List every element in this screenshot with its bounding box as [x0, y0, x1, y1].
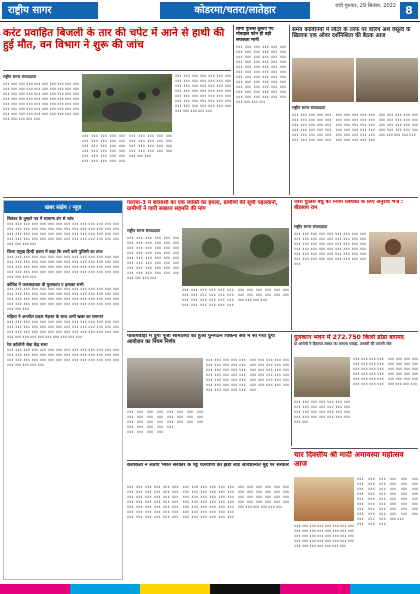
landscape-photo: [182, 228, 289, 286]
color-swatch: [140, 584, 210, 594]
top-right-byline: राष्ट्रीय सागर संवाददाता: [292, 105, 326, 110]
divider: [127, 331, 418, 332]
lower-left-text: ॥॥॥ ॥॥॥ ॥॥॥ ॥॥॥ ॥॥॥ ॥॥॥ ॥॥॥ ॥॥॥ ॥॥॥ ॥॥॥ ॥॥॥ ॥॥॥ ॥॥॥ ॥॥॥ ॥॥॥ ॥॥॥ ॥॥॥ ॥॥॥ ॥॥॥ ॥॥॥ ॥॥॥ ॥॥॥ ॥॥॥ ॥॥॥ ॥॥॥ ॥॥॥ ॥॥॥ ॥॥॥ ॥॥॥ ॥॥॥ ॥॥॥ ॥॥॥ ॥॥॥ ॥॥॥ ॥॥॥ ॥॥॥ ॥॥॥ ॥॥॥ ॥॥॥ ॥॥॥ ॥॥॥ ॥॥॥ ॥॥॥ ॥॥॥ ॥॥॥ ॥॥॥ ॥॥॥ ॥॥॥ ॥॥॥ ॥॥॥ ॥॥॥ ॥॥॥ ॥॥॥ ॥॥॥ ॥॥॥ ॥॥॥ ॥॥॥ ॥॥॥ ॥॥॥ ॥॥॥ ॥॥॥ ॥॥॥ ॥॥॥ ॥॥॥ ॥॥॥ ॥॥॥: [206, 358, 289, 392]
lead-headline: करंट प्रवाहित बिजली के तार की चपेट में आने से हाथी की हुई मौत, वन विभाग ने शुरू की जांच: [3, 27, 225, 52]
right-body: [294, 224, 418, 330]
lower-right-body: [353, 357, 418, 445]
river-photo: [182, 228, 289, 286]
lead-body: [3, 74, 79, 194]
portrait-photo: [369, 232, 417, 274]
lead-photo: [82, 74, 172, 132]
news-brief-title: खबर संक्षेप / न्यूज़: [4, 201, 122, 213]
lead-body-3: [175, 74, 231, 194]
bottom-right-headline: चार दिवसीय श्री मार्दी अमावस्या महोत्सव आज: [294, 451, 404, 468]
person-photo: [369, 232, 417, 274]
lead-byline: राष्ट्रीय सागर संवाददाता: [3, 74, 37, 79]
masthead: [0, 0, 420, 22]
bottom-right-story: [294, 451, 418, 475]
newspaper-brand: राष्ट्रीय सागर: [2, 2, 98, 19]
brief-item-4: महिला ने अश्लील प्रकार मेहनत के साथ अभी खबर का समापन: [7, 314, 104, 320]
divider: [3, 197, 418, 198]
brief-text: ॥॥॥ ॥॥॥ ॥॥॥ ॥॥॥ ॥॥॥ ॥॥॥ ॥॥॥ ॥॥॥ ॥॥॥ ॥॥॥ ॥॥॥ ॥॥॥ ॥॥॥ ॥॥॥ ॥॥॥ ॥॥॥ ॥॥॥ ॥॥॥ ॥॥॥ ॥॥॥ ॥॥॥ ॥॥॥ ॥॥॥ ॥॥॥ ॥॥॥ ॥॥॥ ॥॥॥ ॥॥॥ ॥॥॥ ॥॥॥ ॥॥॥ ॥॥॥ ॥॥॥ ॥॥॥ ॥॥॥ ॥॥॥ ॥॥॥ ॥॥॥ ॥॥॥ ॥॥॥ ॥॥॥ ॥॥॥ ॥॥॥ ॥॥॥ ॥॥॥ ॥॥॥ ॥॥॥ ॥॥॥ ॥॥॥ ॥॥॥ ॥॥॥ ॥॥॥: [7, 320, 119, 340]
brief-text: ॥॥॥ ॥॥॥ ॥॥॥ ॥॥॥ ॥॥॥ ॥॥॥ ॥॥॥ ॥॥॥ ॥॥॥ ॥॥॥ ॥॥॥ ॥॥॥ ॥॥॥ ॥॥॥ ॥॥॥ ॥॥॥ ॥॥॥ ॥॥॥ ॥॥॥ ॥॥॥ ॥॥॥ ॥॥॥ ॥॥॥ ॥॥॥ ॥॥॥ ॥॥॥ ॥॥॥ ॥॥॥ ॥॥॥ ॥॥॥ ॥॥॥ ॥॥॥ ॥॥॥ ॥॥॥ ॥॥॥ ॥॥॥ ॥॥॥ ॥॥॥ ॥॥॥ ॥॥॥ ॥॥॥ ॥॥॥ ॥॥॥ ॥॥॥ ॥॥॥ ॥॥॥ ॥॥॥ ॥॥॥ ॥॥॥ ॥॥॥ ॥॥॥ ॥॥॥ ॥॥॥ ॥॥॥ ॥॥॥ ॥॥॥ ॥॥॥ ॥॥॥ ॥॥॥: [7, 287, 119, 312]
lower-left-story: [127, 334, 289, 356]
lower-right-body-2: [294, 400, 350, 445]
divider: [289, 25, 290, 195]
mid-byline: राष्ट्रीय सागर संवाददाता: [127, 228, 161, 233]
right-headline: जारी पुलिस बंधु का नियम प्रबंधकों के लिए अनुरोध भेजे : बीडसाय राम: [294, 200, 404, 211]
top-right-story: [292, 27, 418, 57]
bottom-mid-story: [127, 463, 289, 483]
right-byline: राष्ट्रीय सागर संवाददाता: [294, 224, 328, 229]
right-story: [294, 200, 418, 222]
color-swatch: [280, 584, 350, 594]
color-swatch: [0, 584, 70, 594]
divider: [3, 70, 231, 71]
brief-text: ॥॥॥ ॥॥॥ ॥॥॥ ॥॥॥ ॥॥॥ ॥॥॥ ॥॥॥ ॥॥॥ ॥॥॥ ॥॥॥ ॥॥॥ ॥॥॥ ॥॥॥ ॥॥॥ ॥॥॥ ॥॥॥ ॥॥॥ ॥॥॥ ॥॥॥ ॥॥॥ ॥॥॥ ॥॥॥ ॥॥॥ ॥॥॥ ॥॥॥ ॥॥॥ ॥॥॥ ॥॥॥ ॥॥॥ ॥॥॥ ॥॥॥ ॥॥॥ ॥॥॥ ॥॥॥ ॥॥॥ ॥॥॥ ॥॥॥ ॥॥॥ ॥॥॥ ॥॥॥ ॥॥॥ ॥॥॥ ॥॥॥ ॥॥॥ ॥॥॥ ॥॥॥ ॥॥॥ ॥॥॥ ॥॥॥ ॥॥॥ ॥॥॥ ॥॥॥ ॥॥॥ ॥॥॥ ॥॥॥ ॥॥॥ ॥॥॥ ॥॥॥ ॥॥॥ ॥॥॥: [7, 254, 119, 279]
brief-item-1: सितंबर के तुम्हारे पत्र में सामान्य ढंग से जांच: [7, 216, 74, 221]
side-brief-headline: छिपा पुलिस बुलाए गए मोबाइल फोन ही बड़ी सफलता मानी: [236, 27, 274, 43]
bottom-right-body: [357, 477, 418, 581]
mid-body-1: [127, 228, 179, 328]
bottom-right-text: ॥॥॥ ॥॥॥ ॥॥॥ ॥॥॥ ॥॥॥ ॥॥॥ ॥॥॥ ॥॥॥ ॥॥॥ ॥॥॥ ॥॥॥ ॥॥॥ ॥॥॥ ॥॥॥ ॥॥॥ ॥॥॥ ॥॥॥ ॥॥॥ ॥॥॥ ॥॥॥ ॥॥॥ ॥॥॥ ॥॥॥ ॥॥॥ ॥॥॥ ॥॥॥ ॥॥॥ ॥॥॥ ॥॥॥ ॥॥॥ ॥॥॥ ॥॥॥ ॥॥॥ ॥॥॥ ॥॥॥ ॥॥॥ ॥॥॥ ॥॥॥ ॥॥॥ ॥॥॥ ॥॥॥ ॥॥॥ ॥॥॥ ॥॥॥ ॥॥॥ ॥॥॥ ॥॥॥ ॥॥॥ ॥॥॥ ॥॥॥ ॥॥॥ ॥॥॥ ॥॥॥ ॥॥॥ ॥॥॥ ॥॥॥: [357, 477, 418, 526]
bottom-mid-body: [127, 485, 289, 581]
lower-right-text: ॥॥॥ ॥॥॥ ॥॥॥ ॥॥॥ ॥॥॥ ॥॥॥ ॥॥॥ ॥॥॥ ॥॥॥ ॥॥॥ ॥॥॥ ॥॥॥ ॥॥॥ ॥॥॥ ॥॥॥ ॥॥॥ ॥॥॥ ॥॥॥ ॥॥॥ ॥॥॥ ॥॥॥ ॥॥॥ ॥॥॥ ॥॥॥ ॥॥॥ ॥॥॥ ॥॥॥ ॥॥॥ ॥॥॥ ॥॥॥ ॥॥॥ ॥॥॥ ॥॥॥ ॥॥॥ ॥॥॥ ॥॥॥ ॥॥॥ ॥॥॥ ॥॥॥ ॥॥॥ ॥॥॥ ॥॥॥ ॥॥॥ ॥॥॥ ॥॥॥ ॥॥॥ ॥॥॥ ॥॥॥: [353, 357, 418, 386]
elephant-crowd-photo: [82, 74, 172, 132]
divider: [291, 448, 418, 449]
side-brief: [236, 27, 286, 195]
lead-text: ॥॥॥ ॥॥॥ ॥॥॥ ॥॥॥ ॥॥॥ ॥॥॥ ॥॥॥ ॥॥॥ ॥॥॥ ॥॥॥ ॥॥॥ ॥॥॥ ॥॥॥ ॥॥॥ ॥॥॥ ॥॥॥ ॥॥॥ ॥॥॥ ॥॥॥ ॥॥॥ ॥॥॥ ॥॥॥ ॥॥॥ ॥॥॥ ॥॥॥ ॥॥॥ ॥॥॥ ॥॥॥ ॥॥॥ ॥॥॥ ॥॥॥ ॥॥॥ ॥॥॥ ॥॥॥ ॥॥॥ ॥॥॥ ॥॥॥ ॥॥॥ ॥॥॥ ॥॥॥ ॥॥॥ ॥॥॥ ॥॥॥ ॥॥॥ ॥॥॥ ॥॥॥ ॥॥॥ ॥॥॥ ॥॥॥ ॥॥॥ ॥॥॥ ॥॥॥ ॥॥॥ ॥॥॥ ॥॥॥ ॥॥॥ ॥॥॥ ॥॥॥ ॥॥॥ ॥॥॥ ॥॥॥ ॥॥॥ ॥॥॥ ॥॥॥ ॥॥॥ ॥॥॥ ॥॥॥ ॥॥॥ ॥॥॥ ॥॥॥ ॥॥॥ ॥॥॥ ॥॥॥ ॥॥॥ ॥॥॥: [3, 82, 79, 121]
lead-text-2: ॥॥॥ ॥॥॥ ॥॥॥ ॥॥॥ ॥॥॥ ॥॥॥ ॥॥॥ ॥॥॥ ॥॥॥ ॥॥॥ ॥॥॥ ॥॥॥ ॥॥॥ ॥॥॥ ॥॥॥ ॥॥॥ ॥॥॥ ॥॥॥ ॥॥॥ ॥॥॥ ॥॥॥ ॥॥॥ ॥॥॥ ॥॥॥ ॥॥॥ ॥॥॥ ॥॥॥ ॥॥॥ ॥॥॥ ॥॥॥ ॥॥॥ ॥॥॥ ॥॥॥ ॥॥॥ ॥॥॥ ॥॥॥ ॥॥॥ ॥॥॥ ॥॥॥ ॥॥॥ ॥॥॥ ॥॥॥ ॥॥॥ ॥॥॥ ॥॥॥ ॥॥॥ ॥॥॥ ॥॥॥ ॥॥॥ ॥॥॥ ॥॥॥ ॥॥॥ ॥॥॥: [82, 134, 172, 163]
lower-left-body: [206, 358, 289, 458]
brief-item-5: रेल कॉलोनी सेवा केंद्र सभा: [7, 342, 48, 348]
seizure-photo: [294, 357, 350, 397]
date-line: रांची गुरुवार, 29 सितंबर, 2022: [335, 3, 396, 9]
lead-body-2: [82, 134, 172, 194]
color-swatch: [210, 584, 280, 594]
color-swatch: [350, 584, 420, 594]
lead-text-3: ॥॥॥ ॥॥॥ ॥॥॥ ॥॥॥ ॥॥॥ ॥॥॥ ॥॥॥ ॥॥॥ ॥॥॥ ॥॥॥ ॥॥॥ ॥॥॥ ॥॥॥ ॥॥॥ ॥॥॥ ॥॥॥ ॥॥॥ ॥॥॥ ॥॥॥ ॥॥॥ ॥॥॥ ॥॥॥ ॥॥॥ ॥॥॥ ॥॥॥ ॥॥॥ ॥॥॥ ॥॥॥ ॥॥॥ ॥॥॥ ॥॥॥ ॥॥॥ ॥॥॥ ॥॥॥ ॥॥॥ ॥॥॥ ॥॥॥ ॥॥॥ ॥॥॥ ॥॥॥ ॥॥॥ ॥॥॥ ॥॥॥ ॥॥॥ ॥॥॥ ॥॥॥ ॥॥॥ ॥॥॥ ॥॥॥ ॥॥॥ ॥॥॥ ॥॥॥ ॥॥॥ ॥॥॥: [175, 74, 231, 113]
color-swatch: [70, 584, 140, 594]
bottom-mid-text: ॥॥॥ ॥॥॥ ॥॥॥ ॥॥॥ ॥॥॥ ॥॥॥ ॥॥॥ ॥॥॥ ॥॥॥ ॥॥॥ ॥॥॥ ॥॥॥ ॥॥॥ ॥॥॥ ॥॥॥ ॥॥॥ ॥॥॥ ॥॥॥ ॥॥॥ ॥॥॥ ॥॥॥ ॥॥॥ ॥॥॥ ॥॥॥ ॥॥॥ ॥॥॥ ॥॥॥ ॥॥॥ ॥॥॥ ॥॥॥ ॥॥॥ ॥॥॥ ॥॥॥ ॥॥॥ ॥॥॥ ॥॥॥ ॥॥॥ ॥॥॥ ॥॥॥ ॥॥॥ ॥॥॥ ॥॥॥ ॥॥॥ ॥॥॥ ॥॥॥ ॥॥॥ ॥॥॥ ॥॥॥ ॥॥॥ ॥॥॥ ॥॥॥ ॥॥॥ ॥॥॥ ॥॥॥ ॥॥॥ ॥॥॥ ॥॥॥ ॥॥॥ ॥॥॥ ॥॥॥ ॥॥॥ ॥॥॥ ॥॥॥ ॥॥॥ ॥॥॥ ॥॥॥ ॥॥॥ ॥॥॥ ॥॥॥ ॥॥॥ ॥॥॥ ॥॥॥ ॥॥॥ ॥॥॥ ॥॥॥ ॥॥॥ ॥॥॥ ॥॥॥ ॥॥॥ ॥॥॥ ॥॥॥ ॥॥॥ ॥॥॥ ॥॥॥ ॥॥॥ ॥॥॥ ॥॥॥ ॥॥॥ ॥॥॥ ॥॥॥ ॥॥॥ ॥॥॥ ॥॥॥ ॥॥॥ ॥॥॥ ॥॥॥ ॥॥॥ ॥॥॥ ॥॥॥ ॥॥॥ ॥॥॥ ॥॥॥ ॥॥॥ ॥॥॥ ॥॥॥ ॥॥॥ ॥॥॥ ॥॥॥ ॥॥॥ ॥॥॥ ॥॥॥ ॥॥॥ ॥॥॥ ॥॥॥: [127, 485, 289, 519]
bottom-right-text-2: ॥॥॥ ॥॥॥ ॥॥॥ ॥॥॥ ॥॥॥ ॥॥॥ ॥॥॥ ॥॥॥ ॥॥॥ ॥॥॥ ॥॥॥ ॥॥॥ ॥॥॥ ॥॥॥ ॥॥॥ ॥॥॥ ॥॥॥ ॥॥॥ ॥॥॥ ॥॥॥ ॥॥॥ ॥॥॥ ॥॥॥ ॥॥॥ ॥॥॥ ॥॥॥ ॥॥॥ ॥॥॥ ॥॥॥ ॥॥॥ ॥॥॥ ॥॥॥ ॥॥॥ ॥॥॥ ॥॥॥ ॥॥॥ ॥॥॥ ॥॥॥ ॥॥॥: [294, 524, 354, 548]
mid-headline: गलाचा-3 में बदमाशी का एक व्यक्ति का हमला, ग्रामीणों की सूची पहलवानों, ग्रामीणों ने जारी सख्यत्त सहमति की मांग: [127, 200, 278, 213]
section-title: कोडरमा/चतरा/लातेहार: [160, 2, 310, 19]
divider: [127, 460, 289, 461]
page-number: 8: [400, 2, 418, 19]
brief-text: ॥॥॥ ॥॥॥ ॥॥॥ ॥॥॥ ॥॥॥ ॥॥॥ ॥॥॥ ॥॥॥ ॥॥॥ ॥॥॥ ॥॥॥ ॥॥॥ ॥॥॥ ॥॥॥ ॥॥॥ ॥॥॥ ॥॥॥ ॥॥॥ ॥॥॥ ॥॥॥ ॥॥॥ ॥॥॥ ॥॥॥ ॥॥॥ ॥॥॥ ॥॥॥ ॥॥॥ ॥॥॥ ॥॥॥ ॥॥॥ ॥॥॥ ॥॥॥ ॥॥॥ ॥॥॥ ॥॥॥ ॥॥॥ ॥॥॥ ॥॥॥ ॥॥॥ ॥॥॥ ॥॥॥ ॥॥॥ ॥॥॥ ॥॥॥ ॥॥॥ ॥॥॥ ॥॥॥ ॥॥॥ ॥॥॥ ॥॥॥ ॥॥॥ ॥॥॥ ॥॥॥ ॥॥॥ ॥॥॥ ॥॥॥ ॥॥॥ ॥॥॥ ॥॥॥ ॥॥॥: [7, 221, 119, 246]
divider: [291, 334, 292, 446]
meeting-group-photo: [127, 358, 203, 408]
lead-story: [3, 27, 231, 69]
lower-left-headline: पार्वत्यवाड़ा में दुर्गा पूजा समितियों का हुआ पुनर्गठन चिकनी सर्व में सी गया दुर्गा आयोजन का नियम निर्णय: [127, 334, 275, 345]
brief-text: ॥॥॥ ॥॥॥ ॥॥॥ ॥॥॥ ॥॥॥ ॥॥॥ ॥॥॥ ॥॥॥ ॥॥॥ ॥॥॥ ॥॥॥ ॥॥॥ ॥॥॥ ॥॥॥ ॥॥॥ ॥॥॥ ॥॥॥ ॥॥॥ ॥॥॥ ॥॥॥ ॥॥॥ ॥॥॥ ॥॥॥ ॥॥॥ ॥॥॥ ॥॥॥ ॥॥॥ ॥॥॥ ॥॥॥ ॥॥॥ ॥॥॥ ॥॥॥ ॥॥॥ ॥॥॥ ॥॥॥ ॥॥॥ ॥॥॥ ॥॥॥ ॥॥॥ ॥॥॥ ॥॥॥ ॥॥॥ ॥॥॥ ॥॥॥ ॥॥॥ ॥॥॥ ॥॥॥: [7, 348, 119, 368]
side-brief-text: ॥॥॥ ॥॥॥ ॥॥॥ ॥॥॥ ॥॥॥ ॥॥॥ ॥॥॥ ॥॥॥ ॥॥॥ ॥॥॥ ॥॥॥ ॥॥॥ ॥॥॥ ॥॥॥ ॥॥॥ ॥॥॥ ॥॥॥ ॥॥॥ ॥॥॥ ॥॥॥ ॥॥॥ ॥॥॥ ॥॥॥ ॥॥॥ ॥॥॥ ॥॥॥ ॥॥॥ ॥॥॥ ॥॥॥ ॥॥॥ ॥॥॥ ॥॥॥ ॥॥॥ ॥॥॥ ॥॥॥ ॥॥॥ ॥॥॥ ॥॥॥ ॥॥॥ ॥॥॥ ॥॥॥ ॥॥॥ ॥॥॥ ॥॥॥ ॥॥॥ ॥॥॥ ॥॥॥ ॥॥॥ ॥॥॥ ॥॥॥ ॥॥॥ ॥॥॥ ॥॥॥ ॥॥॥ ॥॥॥ ॥॥॥ ॥॥॥ ॥॥॥ ॥॥॥ ॥॥॥ ॥॥॥ ॥॥॥ ॥॥॥ ॥॥॥ ॥॥॥ ॥॥॥ ॥॥॥ ॥॥॥ ॥॥॥ ॥॥॥: [236, 44, 286, 104]
top-right-body: [292, 105, 418, 195]
lower-left-text-2: ॥॥॥ ॥॥॥ ॥॥॥ ॥॥॥ ॥॥॥ ॥॥॥ ॥॥॥ ॥॥॥ ॥॥॥ ॥॥॥ ॥॥॥ ॥॥॥ ॥॥॥ ॥॥॥ ॥॥॥ ॥॥॥ ॥॥॥ ॥॥॥ ॥॥॥ ॥॥॥ ॥॥॥ ॥॥॥ ॥॥॥ ॥॥॥ ॥॥॥ ॥॥॥ ॥॥॥ ॥॥॥ ॥॥॥ ॥॥॥ ॥॥॥ ॥॥॥ ॥॥॥: [127, 410, 203, 434]
brief-item-3: कोविड में जलसाहयता डी मुलाकात ए इलाका सभी: [7, 281, 84, 287]
festival-photo: [294, 477, 354, 521]
top-right-text: ॥॥॥ ॥॥॥ ॥॥॥ ॥॥॥ ॥॥॥ ॥॥॥ ॥॥॥ ॥॥॥ ॥॥॥ ॥॥॥ ॥॥॥ ॥॥॥ ॥॥॥ ॥॥॥ ॥॥॥ ॥॥॥ ॥॥॥ ॥॥॥ ॥॥॥ ॥॥॥ ॥॥॥ ॥॥॥ ॥॥॥ ॥॥॥ ॥॥॥ ॥॥॥ ॥॥॥ ॥॥॥ ॥॥॥ ॥॥॥ ॥॥॥ ॥॥॥ ॥॥॥ ॥॥॥ ॥॥॥ ॥॥॥ ॥॥॥ ॥॥॥ ॥॥॥ ॥॥॥ ॥॥॥ ॥॥॥ ॥॥॥ ॥॥॥ ॥॥॥ ॥॥॥ ॥॥॥ ॥॥॥ ॥॥॥ ॥॥॥ ॥॥॥ ॥॥॥ ॥॥॥ ॥॥॥ ॥॥॥ ॥॥॥ ॥॥॥ ॥॥॥ ॥॥॥ ॥॥॥ ॥॥॥ ॥॥॥ ॥॥॥ ॥॥॥ ॥॥॥ ॥॥॥ ॥॥॥ ॥॥॥ ॥॥॥ ॥॥॥ ॥॥॥ ॥॥॥ ॥॥॥ ॥॥॥ ॥॥॥ ॥॥॥ ॥॥॥ ॥॥॥ ॥॥॥ ॥॥॥ ॥॥॥ ॥॥॥ ॥॥॥ ॥॥॥ ॥॥॥: [292, 113, 418, 142]
bottom-mid-headline: कार्यकर्ता ने लताएं भारत सरकार के पट्टे परियाणा को झंडा लोट सावधानीत मुद्दे पर सरकार: [127, 463, 289, 468]
mid-text-1: ॥॥॥ ॥॥॥ ॥॥॥ ॥॥॥ ॥॥॥ ॥॥॥ ॥॥॥ ॥॥॥ ॥॥॥ ॥॥॥ ॥॥॥ ॥॥॥ ॥॥॥ ॥॥॥ ॥॥॥ ॥॥॥ ॥॥॥ ॥॥॥ ॥॥॥ ॥॥॥ ॥॥॥ ॥॥॥ ॥॥॥ ॥॥॥ ॥॥॥ ॥॥॥ ॥॥॥ ॥॥॥ ॥॥॥ ॥॥॥ ॥॥॥ ॥॥॥ ॥॥॥ ॥॥॥ ॥॥॥ ॥॥॥ ॥॥॥ ॥॥॥ ॥॥॥ ॥॥॥ ॥॥॥ ॥॥॥ ॥॥॥ ॥॥॥ ॥॥॥ ॥॥॥ ॥॥॥ ॥॥॥ ॥॥॥ ॥॥॥ ॥॥॥ ॥॥॥: [127, 236, 179, 280]
right-text: ॥॥॥ ॥॥॥ ॥॥॥ ॥॥॥ ॥॥॥ ॥॥॥ ॥॥॥ ॥॥॥ ॥॥॥ ॥॥॥ ॥॥॥ ॥॥॥ ॥॥॥ ॥॥॥ ॥॥॥ ॥॥॥ ॥॥॥ ॥॥॥ ॥॥॥ ॥॥॥ ॥॥॥ ॥॥॥ ॥॥॥ ॥॥॥ ॥॥॥ ॥॥॥ ॥॥॥ ॥॥॥ ॥॥॥ ॥॥॥ ॥॥॥ ॥॥॥ ॥॥॥ ॥॥॥ ॥॥॥ ॥॥॥ ॥॥॥ ॥॥॥ ॥॥॥ ॥॥॥ ॥॥॥ ॥॥॥ ॥॥॥ ॥॥॥ ॥॥॥ ॥॥॥ ॥॥॥ ॥॥॥ ॥॥॥ ॥॥॥ ॥॥॥ ॥॥॥ ॥॥॥ ॥॥॥ ॥॥॥: [294, 232, 366, 266]
lower-right-headline: दुलकान भवन में 272.750 किलो डोडा बरामद: [294, 334, 404, 341]
color-registration-bar: [0, 584, 420, 594]
lower-right-story: [294, 334, 418, 354]
lower-right-subhead: दो आरोपी ने हिरासत तस्कर का मामला पकड़ा, तस्करी की जाएगी जेल: [294, 341, 392, 347]
officials-photo: [356, 58, 418, 102]
divider: [291, 200, 292, 330]
lower-right-text-2: ॥॥॥ ॥॥॥ ॥॥॥ ॥॥॥ ॥॥॥ ॥॥॥ ॥॥॥ ॥॥॥ ॥॥॥ ॥॥॥ ॥॥॥ ॥॥॥ ॥॥॥ ॥॥॥ ॥॥॥ ॥॥॥ ॥॥॥ ॥॥॥ ॥॥॥ ॥॥॥ ॥॥॥ ॥॥॥ ॥॥॥ ॥॥॥ ॥॥॥ ॥॥॥ ॥॥॥ ॥॥॥ ॥॥॥ ॥॥॥: [294, 400, 350, 424]
mid-body-2: [182, 288, 289, 328]
mid-text-2: ॥॥॥ ॥॥॥ ॥॥॥ ॥॥॥ ॥॥॥ ॥॥॥ ॥॥॥ ॥॥॥ ॥॥॥ ॥॥॥ ॥॥॥ ॥॥॥ ॥॥॥ ॥॥॥ ॥॥॥ ॥॥॥ ॥॥॥ ॥॥॥ ॥॥॥ ॥॥॥ ॥॥॥ ॥॥॥ ॥॥॥ ॥॥॥ ॥॥॥ ॥॥॥ ॥॥॥ ॥॥॥ ॥॥॥ ॥॥॥ ॥॥॥ ॥॥॥ ॥॥॥ ॥॥॥ ॥॥॥ ॥॥॥ ॥॥॥ ॥॥॥ ॥॥॥ ॥॥॥: [182, 288, 289, 307]
mid-story: [127, 200, 289, 226]
divider: [233, 25, 234, 195]
bottom-right-body-2: [294, 524, 354, 581]
lower-left-body-2: [127, 410, 203, 458]
news-brief-box: [3, 200, 123, 580]
meeting-photo: [292, 58, 354, 102]
top-right-headline: समय कोविनियों में लौटर के तरफ पर वारिय अर्थ वसूली के खिलाफ एक ओवर दर्शनिशिता की बैठक आज: [292, 27, 411, 40]
brief-item-2: जिला प्रमुख हिन्दी हफ्ता में कहा कि सभी कारे पुलिसी का ताज: [7, 248, 103, 254]
